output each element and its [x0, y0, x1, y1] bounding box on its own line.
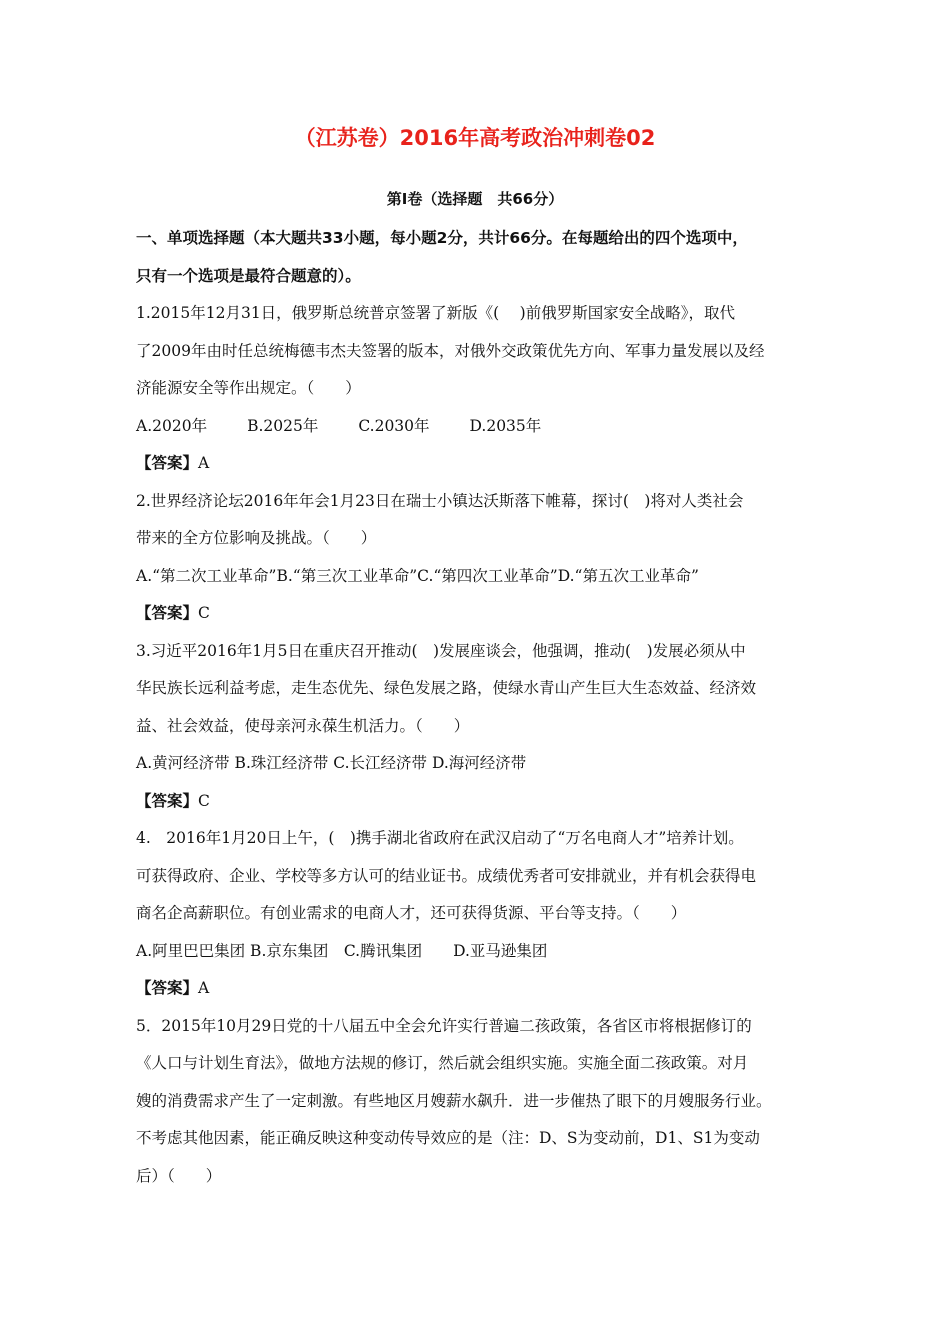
part-heading-line-1: 一、单项选择题（本大题共33小题，每小题2分，共计66分。在每题给出的四个选项中， [136, 229, 748, 247]
document-body [136, 220, 826, 1195]
question-options: A.阿里巴巴集团 B.京东集团 C.腾讯集团 D.亚马逊集团 [136, 941, 548, 960]
section-heading: 第I卷（选择题 共66分） [386, 190, 564, 208]
question-text-line: 济能源安全等作出规定。（ ） [136, 379, 361, 397]
question-text-line: 了2009年由时任总统梅德韦杰夫签署的版本，对俄外交政策优先方向、军事力量发展以及经 [136, 341, 765, 360]
document-title: （江苏卷）2016年高考政治冲刺卷02 [294, 126, 656, 150]
question-options [136, 408, 826, 446]
answer-value: A [198, 454, 210, 472]
question-5 [136, 1008, 826, 1196]
answer-label: 【答案】 [136, 454, 199, 472]
question-3 [136, 633, 826, 821]
question-text-line: 后）（ ） [136, 1166, 222, 1185]
question-text-line: 1.2015年12月31日，俄罗斯总统普京签署了新版《( )前俄罗斯国家安全战略》，取代 [136, 304, 735, 322]
question-text-line: 4. 2016年1月20日上午，( )携手湖北省政府在武汉启动了“万名电商人才”培养计划。 [136, 829, 744, 847]
question-2 [136, 483, 826, 633]
question-1 [136, 295, 826, 483]
question-options: A.“第二次工业革命”B.“第三次工业革命”C.“第四次工业革命”D.“第五次工业革命” [136, 566, 699, 585]
question-text-line: 《人口与计划生育法》，做地方法规的修订，然后就会组织实施。实施全面二孩政策。对月 [136, 1054, 749, 1072]
question-text-line: 带来的全方位影响及挑战。（ ） [136, 529, 377, 547]
answer-line [136, 595, 826, 633]
answer-line [136, 970, 826, 1008]
question-text-line: 5．2015年10月29日党的十八届五中全会允许实行普遍二孩政策，各省区市将根据修订的 [136, 1016, 752, 1035]
question-text-line: 华民族长远利益考虑，走生态优先、绿色发展之路，使绿水青山产生巨大生态效益、经济效 [136, 679, 757, 697]
question-4 [136, 820, 826, 1008]
question-text-line: 益、社会效益，使母亲河永葆生机活力。（ ） [136, 716, 470, 735]
option-d: D.2035年 [469, 416, 542, 435]
answer-line [136, 445, 826, 483]
option-a: A.2020年 [136, 416, 208, 435]
answer-label: 【答案】 [136, 979, 199, 997]
option-b: B.2025年 [247, 416, 319, 435]
answer-label: 【答案】 [136, 791, 199, 810]
option-c: C.2030年 [358, 416, 430, 435]
question-text-line: 可获得政府、企业、学校等多方认可的结业证书。成绩优秀者可安排就业，并有机会获得电 [136, 866, 757, 885]
part-heading-line-2: 只有一个选项是最符合题意的）。 [136, 266, 361, 285]
question-text-line: 2.世界经济论坛2016年年会1月23日在瑞士小镇达沃斯落下帷幕，探讨( )将对人类社会 [136, 491, 744, 510]
question-text-line: 嫂的消费需求产生了一定刺激。有些地区月嫂薪水飙升．进一步催热了眼下的月嫂服务行业。 [136, 1091, 772, 1110]
question-options: A.黄河经济带 B.珠江经济带 C.长江经济带 D.海河经济带 [136, 754, 527, 772]
answer-value: C [198, 791, 210, 810]
question-text-line: 不考虑其他因素，能正确反映这种变动传导效应的是（注：D、S为变动前，D1、S1为变动 [136, 1129, 760, 1147]
answer-line [136, 783, 826, 821]
question-text-line: 商名企高薪职位。有创业需求的电商人才，还可获得货源、平台等支持。（ ） [136, 904, 687, 922]
question-text-line: 3.习近平2016年1月5日在重庆召开推动( )发展座谈会，他强调，推动( )发展必须从中 [136, 641, 746, 660]
answer-label: 【答案】 [136, 604, 199, 622]
answer-value: A [198, 979, 210, 997]
answer-value: C [198, 604, 210, 622]
